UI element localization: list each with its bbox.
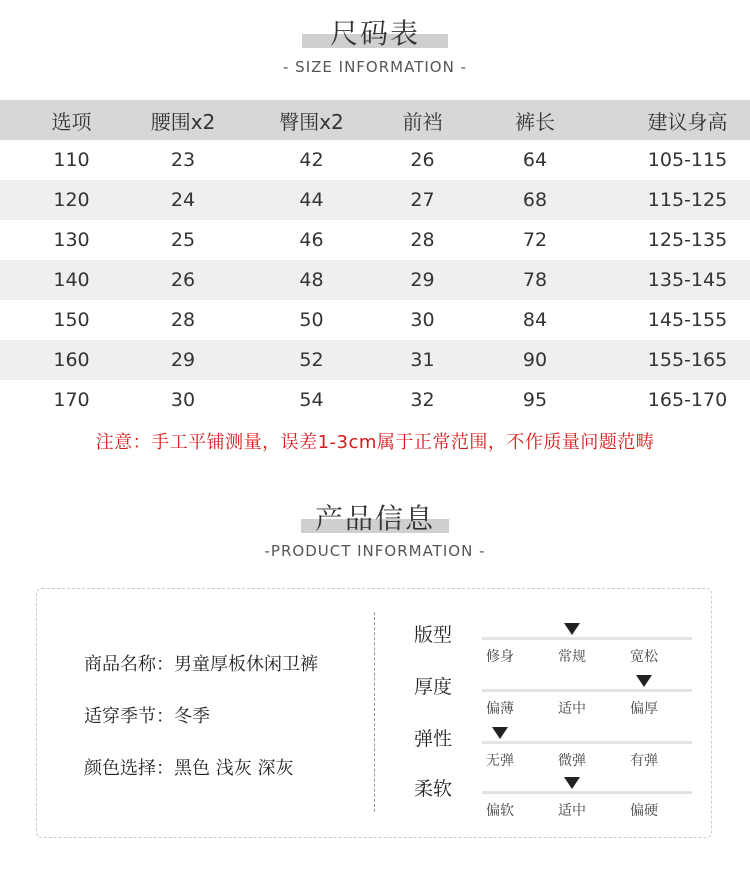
table-cell: 48: [299, 269, 324, 291]
table-cell: 110: [53, 149, 90, 171]
table-cell: 31: [410, 349, 435, 371]
table-cell: 72: [522, 229, 548, 251]
table-cell: 30: [410, 309, 435, 331]
attr-option: 常规: [558, 649, 586, 665]
table-cell: 28: [170, 309, 196, 331]
color-value: 黑色 浅灰 深灰: [174, 758, 294, 779]
table-cell: 115-125: [647, 189, 728, 211]
table-cell: 26: [170, 269, 196, 291]
table-row: [0, 300, 750, 340]
attr-track: [482, 689, 692, 692]
attr-track: [482, 791, 692, 794]
attr-elasticity: [414, 724, 694, 776]
header-cell-hip: 臀围x2: [279, 109, 344, 134]
attr-name: 厚度: [414, 676, 453, 698]
product-section-title: 产品信息: [314, 502, 435, 535]
product-section-header: [0, 497, 750, 567]
table-cell: 23: [170, 149, 196, 171]
size-section-title: 尺码表: [329, 17, 420, 50]
header-cell-height: 建议身高: [647, 109, 728, 134]
table-cell: 165-170: [647, 389, 728, 411]
size-section-header: [0, 12, 750, 82]
table-cell: 52: [299, 349, 324, 371]
selection-marker-icon: [636, 675, 652, 687]
color-line: [84, 754, 293, 780]
table-cell: 24: [170, 189, 196, 211]
attr-name: 柔软: [414, 778, 453, 800]
table-row: [0, 380, 750, 420]
attr-name: 弹性: [414, 728, 453, 750]
header-cell-option: 选项: [51, 109, 92, 134]
product-section-subtitle: -PRODUCT INFORMATION -: [264, 542, 486, 560]
size-table: [0, 100, 750, 420]
table-cell: 135-145: [647, 269, 728, 291]
selection-marker-icon: [564, 623, 580, 635]
table-cell: 30: [170, 389, 196, 411]
table-cell: 130: [53, 229, 90, 251]
table-row: [0, 140, 750, 180]
table-cell: 155-165: [647, 349, 728, 371]
attr-option: 偏薄: [486, 701, 514, 717]
table-cell: 145-155: [647, 309, 728, 331]
size-section-subtitle: - SIZE INFORMATION -: [283, 58, 467, 76]
table-cell: 25: [170, 229, 196, 251]
table-cell: 150: [53, 309, 90, 331]
table-row: [0, 340, 750, 380]
table-cell: 27: [410, 189, 435, 211]
attr-track: [482, 741, 692, 744]
attr-option: 无弹: [486, 753, 514, 769]
product-name-label: 商品名称：: [84, 654, 174, 675]
table-cell: 28: [410, 229, 435, 251]
table-cell: 78: [522, 269, 548, 291]
measurement-note: 注意：手工平铺测量，误差1-3cm属于正常范围，不作质量问题范畴: [95, 432, 655, 453]
table-cell: 105-115: [647, 149, 728, 171]
table-cell: 46: [299, 229, 324, 251]
header-cell-length: 裤长: [515, 109, 555, 134]
table-header-row: [0, 100, 750, 140]
table-cell: 125-135: [647, 229, 728, 251]
attr-option: 宽松: [630, 649, 658, 665]
season-label: 适穿季节：: [84, 706, 174, 727]
header-cell-waist: 腰围x2: [150, 109, 216, 134]
attr-option: 修身: [486, 649, 514, 665]
attr-softness: [414, 774, 694, 826]
table-row: [0, 220, 750, 260]
table-cell: 64: [522, 149, 548, 171]
attr-option: 微弹: [558, 753, 586, 769]
attr-fit: [414, 620, 694, 672]
attr-option: 偏厚: [630, 701, 658, 717]
attr-option: 偏软: [486, 803, 514, 819]
table-cell: 32: [410, 389, 435, 411]
attr-name: 版型: [414, 624, 453, 646]
season-line: [84, 702, 210, 728]
attr-option: 适中: [558, 701, 586, 717]
product-name-value: 男童厚板休闲卫裤: [174, 654, 318, 675]
table-cell: 170: [53, 389, 90, 411]
attr-option: 有弹: [630, 753, 658, 769]
table-cell: 54: [299, 389, 324, 411]
table-row: [0, 180, 750, 220]
table-cell: 160: [53, 349, 90, 371]
attr-option: 适中: [558, 803, 586, 819]
table-cell: 29: [170, 349, 196, 371]
table-cell: 29: [410, 269, 435, 291]
info-divider: [374, 612, 375, 812]
table-cell: 90: [522, 349, 548, 371]
selection-marker-icon: [564, 777, 580, 789]
selection-marker-icon: [492, 727, 508, 739]
table-cell: 50: [299, 309, 324, 331]
attr-track: [482, 637, 692, 640]
season-value: 冬季: [174, 706, 210, 727]
table-cell: 95: [522, 389, 548, 411]
attr-thickness: [414, 672, 694, 724]
table-cell: 44: [299, 189, 324, 211]
table-cell: 140: [53, 269, 90, 291]
table-cell: 68: [522, 189, 548, 211]
table-cell: 120: [53, 189, 90, 211]
table-cell: 42: [299, 149, 324, 171]
header-cell-rise: 前裆: [402, 109, 443, 134]
table-row: [0, 260, 750, 300]
table-cell: 26: [410, 149, 435, 171]
color-label: 颜色选择：: [84, 758, 174, 779]
attr-option: 偏硬: [630, 803, 658, 819]
product-name-line: [84, 650, 318, 676]
table-cell: 84: [522, 309, 548, 331]
